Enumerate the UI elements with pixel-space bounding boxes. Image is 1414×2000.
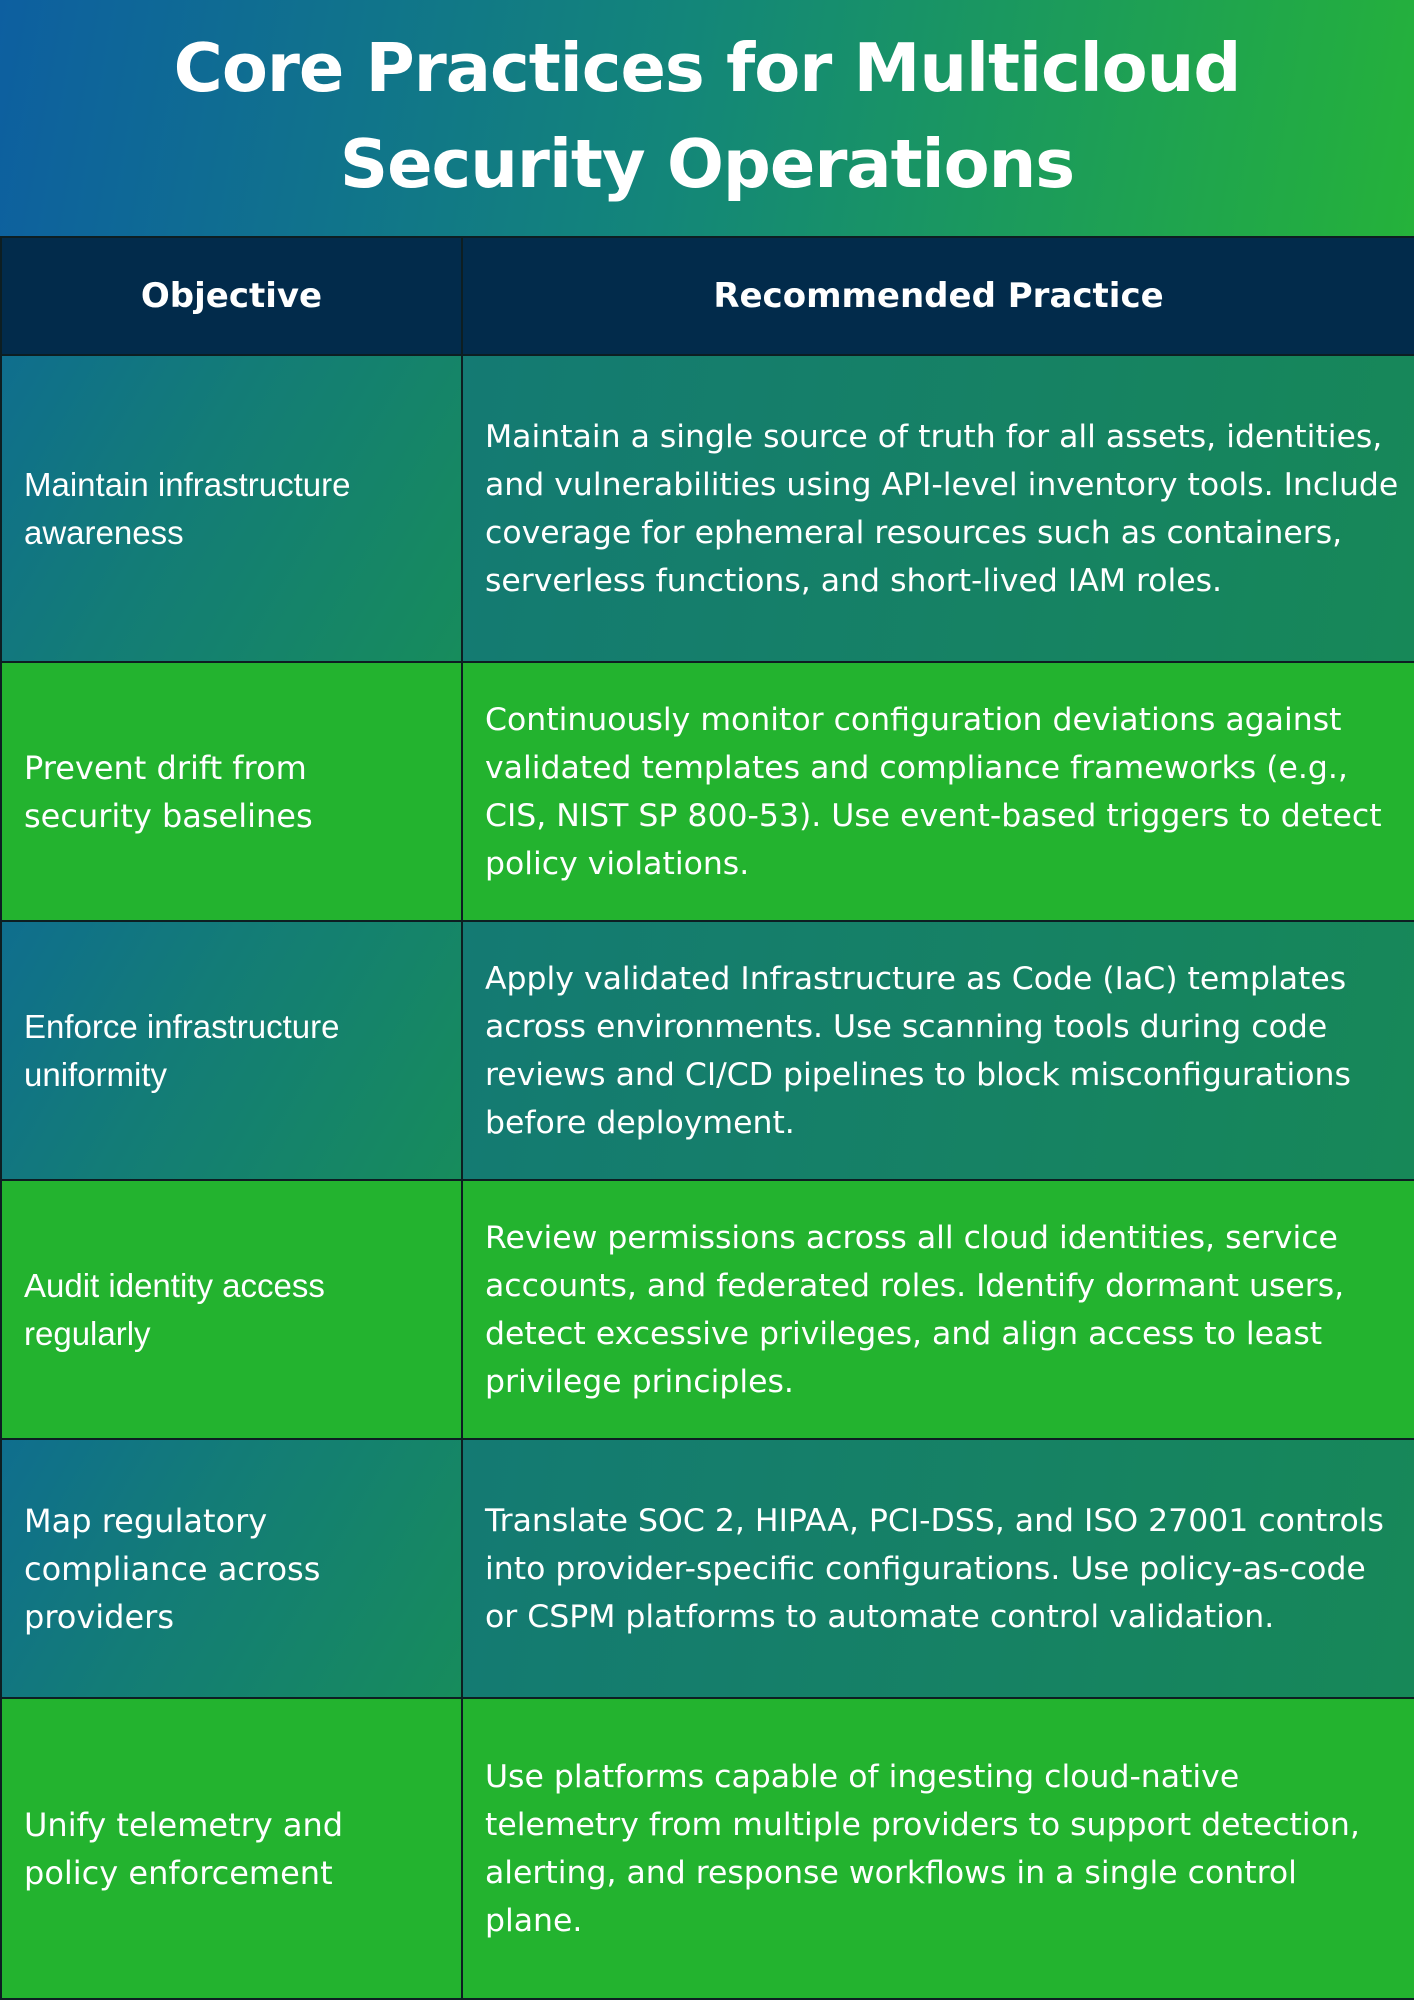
objective-cell: Unify telemetry and policy enforcement xyxy=(1,1698,462,1999)
title-banner xyxy=(0,0,1414,237)
objective-column-header: Objective xyxy=(1,237,462,355)
objective-cell: Prevent drift from security baselines xyxy=(1,662,462,921)
table-row xyxy=(1,921,1414,1180)
page-title: Core Practices for Multicloud Security Operations xyxy=(173,28,1241,203)
practice-cell: Continuously monitor configuration deviations against validated templates and compliance frameworks (e.g., CIS, NIST SP 800-53). Use event-based triggers to detect policy violations. xyxy=(462,662,1414,921)
table-row xyxy=(1,355,1414,662)
objective-cell: Audit identity access regularly xyxy=(1,1180,462,1439)
objective-cell: Maintain infrastructure awareness xyxy=(1,355,462,662)
table-header-row xyxy=(1,237,1414,355)
objective-cell: Enforce infrastructure uniformity xyxy=(1,921,462,1180)
practice-cell: Review permissions across all cloud identities, service accounts, and federated roles. Identify dormant users, detect excessive privileges, and align access to least privilege principles. xyxy=(462,1180,1414,1439)
practices-table xyxy=(0,236,1414,2000)
practice-cell: Maintain a single source of truth for all assets, identities, and vulnerabilities using API-level inventory tools. Include coverage for ephemeral resources such as containers, serverless functions, and short-lived IAM roles. xyxy=(462,355,1414,662)
practice-cell: Translate SOC 2, HIPAA, PCI-DSS, and ISO 27001 controls into provider-specific configurations. Use policy-as-code or CSPM platforms to automate control validation. xyxy=(462,1439,1414,1698)
practice-column-header: Recommended Practice xyxy=(462,237,1414,355)
table-row xyxy=(1,1180,1414,1439)
table-row xyxy=(1,662,1414,921)
practice-cell: Apply validated Infrastructure as Code (IaC) templates across environments. Use scanning tools during code reviews and CI/CD pipelines to block misconfigurations before deployment. xyxy=(462,921,1414,1180)
table-row xyxy=(1,1439,1414,1698)
table-row xyxy=(1,1698,1414,1999)
practice-cell: Use platforms capable of ingesting cloud-native telemetry from multiple providers to support detection, alerting, and response workflows in a single control plane. xyxy=(462,1698,1414,1999)
objective-cell: Map regulatory compliance across providers xyxy=(1,1439,462,1698)
